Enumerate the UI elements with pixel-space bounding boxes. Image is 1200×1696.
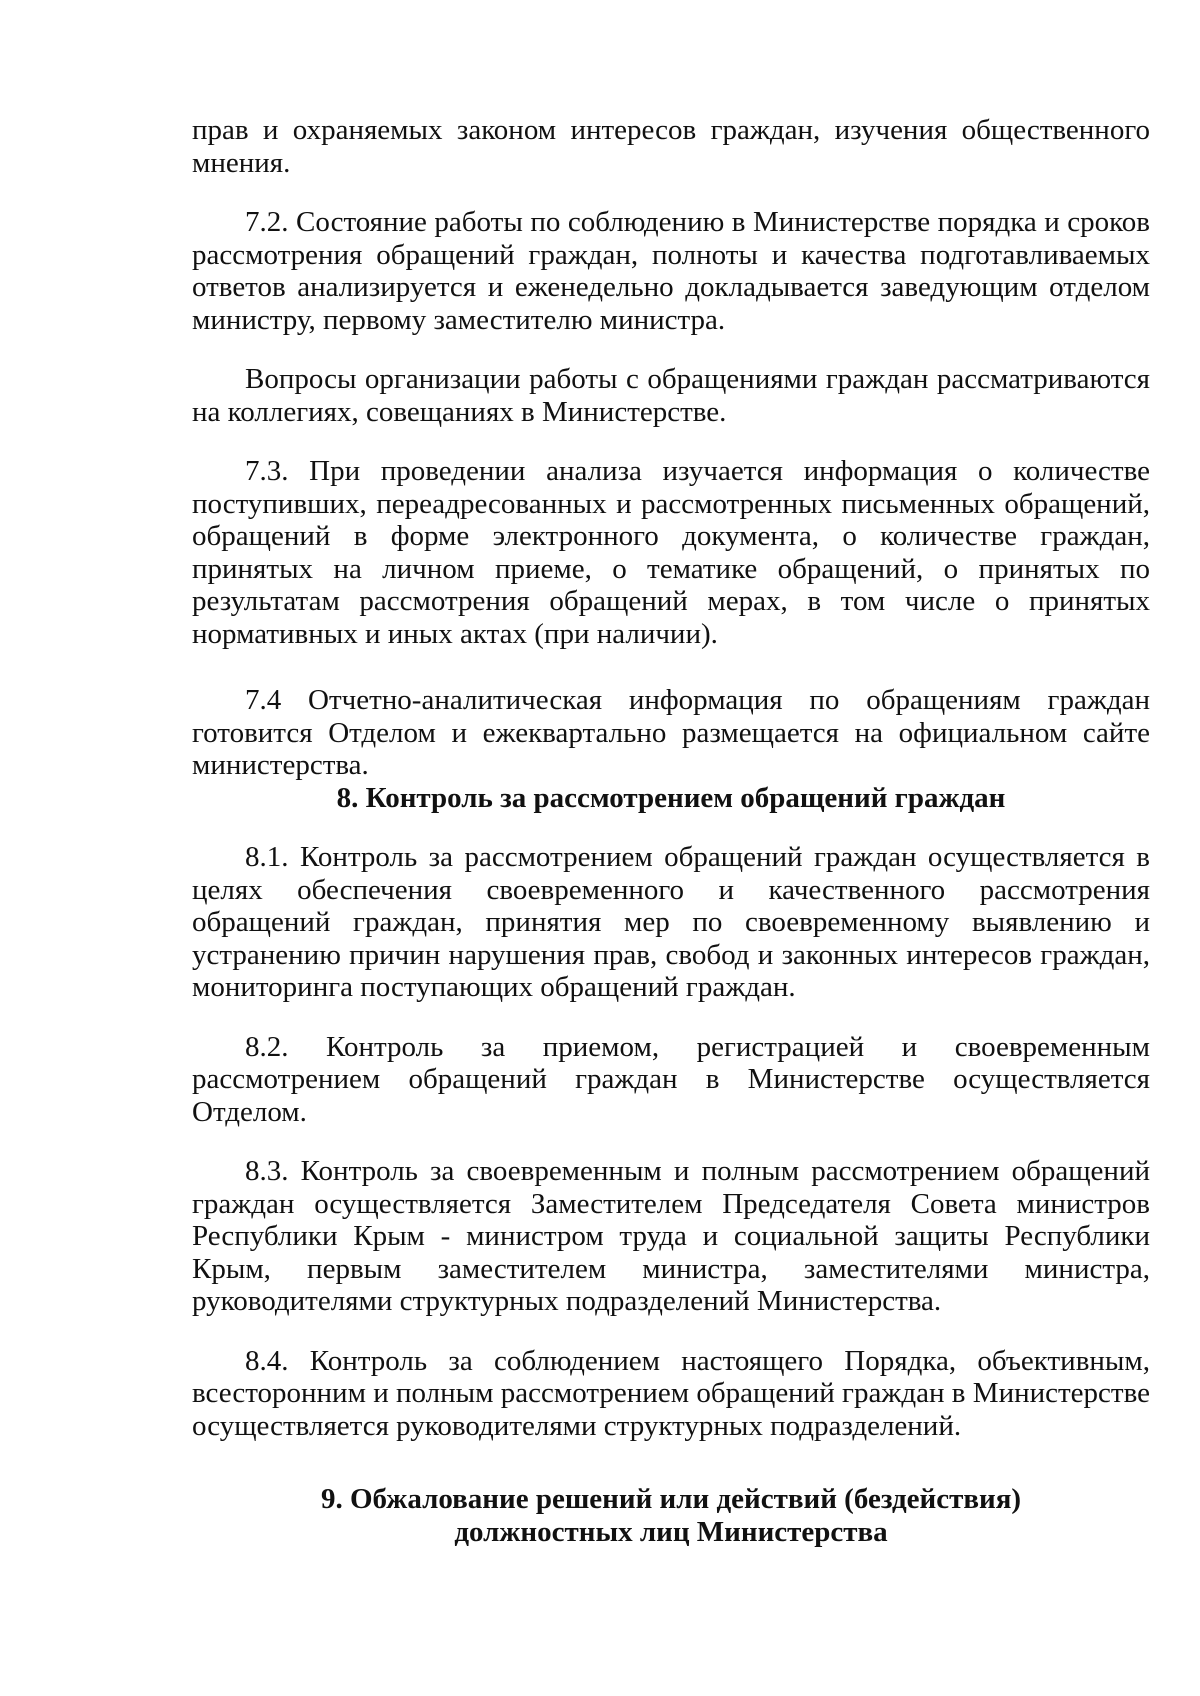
paragraph-8-2: 8.2. Контроль за приемом, регистрацией и своевременным рассмотрением обращений граждан в Министерстве осуществляется Отделом. (192, 1030, 1150, 1128)
paragraph-continuation: прав и охраняемых законом интересов граждан, изучения общественного мнения. (192, 114, 1150, 179)
paragraph-8-1: 8.1. Контроль за рассмотрением обращений граждан осуществляется в целях обеспечения своевременного и качественного рассмотрения обращений граждан, принятия мер по своевременному выявлению и устранению причин нарушения прав, свобод и законных интересов граждан, мониторинга поступающих обращений граждан. (192, 841, 1150, 1003)
section-heading-9-line-1: 9. Обжалование решений или действий (бездействия) (320, 1483, 1022, 1515)
section-heading-9-line-2: должностных лиц Министерства (454, 1515, 888, 1548)
paragraph-7-4: 7.4 Отчетно-аналитическая информация по обращениям граждан готовится Отделом и ежеквартально размещается на официальном сайте министерства. (192, 684, 1150, 781)
section-heading-9 (192, 1483, 1150, 1548)
paragraph-7-2: 7.2. Состояние работы по соблюдению в Министерстве порядка и сроков рассмотрения обращений граждан, полноты и качества подготавливаемых ответов анализируется и еженедельно докладывается заведующим отделом министру, первому заместителю министра. (192, 206, 1150, 336)
paragraph-8-4: 8.4. Контроль за соблюдением настоящего Порядка, объективным, всесторонним и полным рассмотрением обращений граждан в Министерстве осуществляется руководителями структурных подразделений. (192, 1344, 1150, 1442)
paragraph-7-2-questions: Вопросы организации работы с обращениями граждан рассматриваются на коллегиях, совещаниях в Министерстве. (192, 363, 1150, 428)
paragraph-8-3: 8.3. Контроль за своевременным и полным рассмотрением обращений граждан осуществляется Заместителем Председателя Совета министров Республики Крым - министром труда и социальной защиты Республики Крым, первым заместителем министра, заместителями министра, руководителями структурных подразделений Министерства. (192, 1155, 1150, 1317)
section-heading-8: 8. Контроль за рассмотрением обращений граждан (336, 781, 1006, 814)
document-body (192, 114, 1150, 1548)
paragraph-7-3: 7.3. При проведении анализа изучается информация о количестве поступивших, переадресованных и рассмотренных письменных обращений, обращений в форме электронного документа, о количестве граждан, принятых на личном приеме, о тематике обращений, о принятых по результатам рассмотрения обращений мерах, в том числе о принятых нормативных и иных актах (при наличии). (192, 455, 1150, 650)
